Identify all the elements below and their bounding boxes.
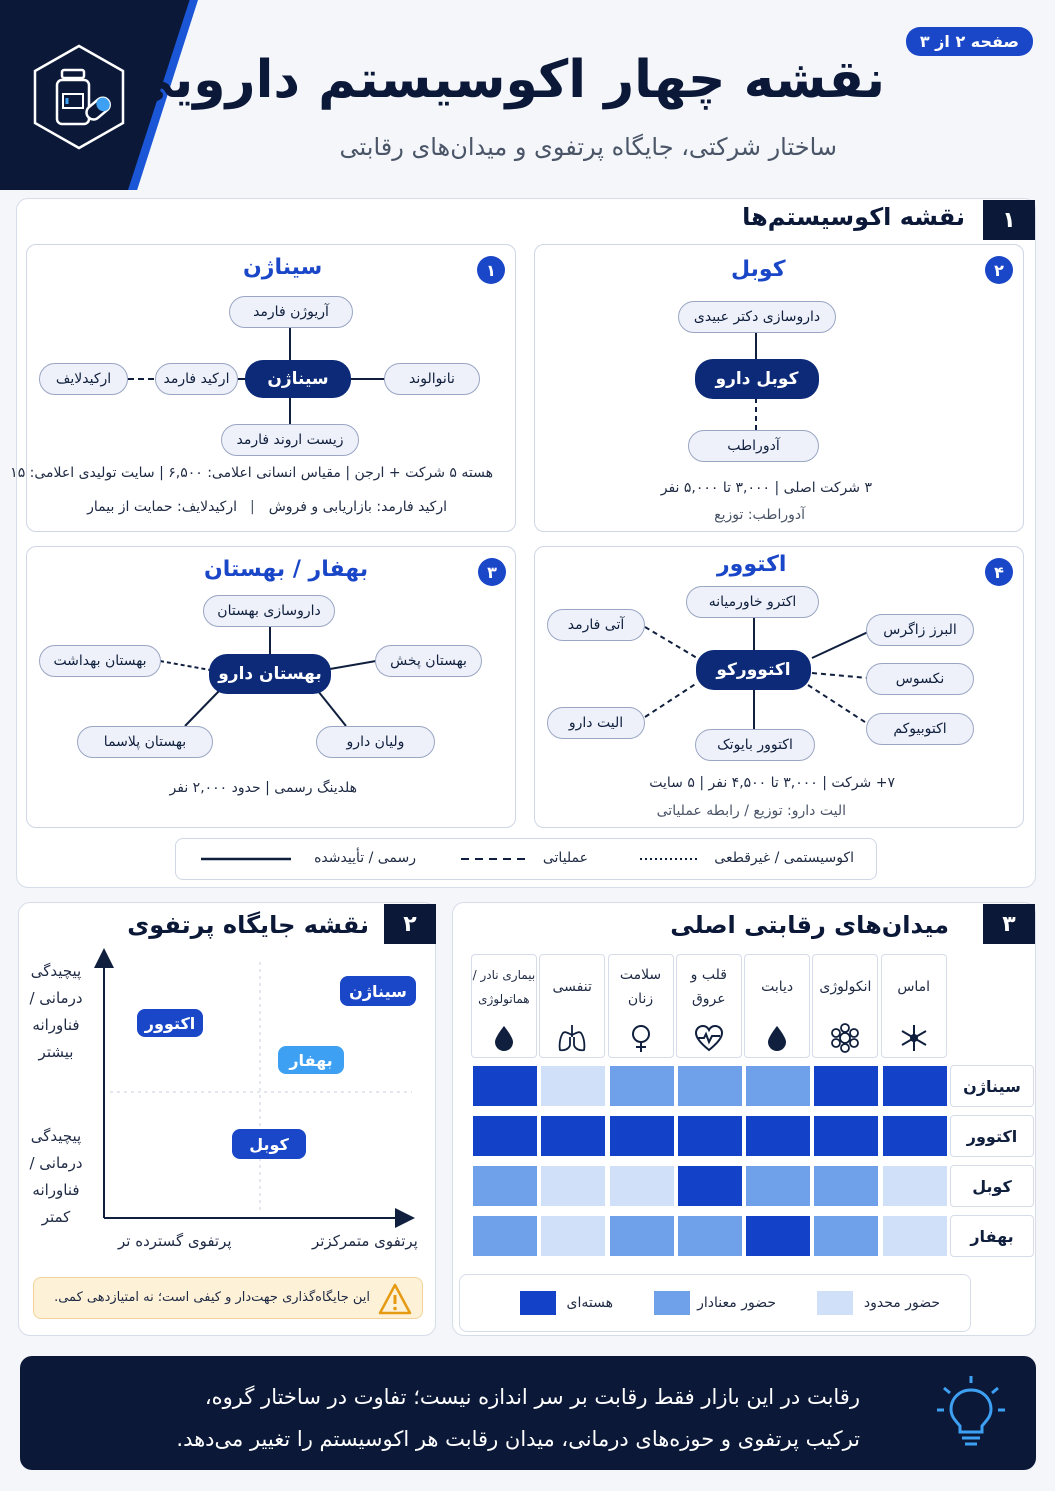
x-axis-left-label: پرتفوی گسترده تر: [118, 1232, 232, 1250]
heatmap-column-label: دیابت: [761, 979, 794, 995]
node-adoratb: آدوراطب: [688, 430, 819, 462]
node-nanoalvand: نانوالوند: [384, 363, 480, 395]
blood-drop-icon: [489, 1023, 519, 1053]
heatmap-cell: [473, 1166, 537, 1206]
cell-icon: [830, 1023, 860, 1053]
legend-ecosystem: اکوسیستمی / غیرقطعی: [714, 850, 854, 866]
legend-core-label: هسته‌ای: [566, 1295, 613, 1311]
section-1-title: نقشه اکوسیستم‌ها: [742, 203, 965, 231]
portfolio-disclaimer: [33, 1277, 423, 1319]
heatmap-cell: [473, 1066, 537, 1106]
heatmap-cell: [473, 1216, 537, 1256]
heatmap-cell: [541, 1216, 605, 1256]
section-2-title: نقشه جایگاه پرتفوی: [127, 911, 369, 939]
sinagen-orchid-life-role: ارکیدلایف: حمایت از بیمار: [87, 499, 237, 515]
node-actro-middle-east: اکترو خاورمیانه: [686, 586, 819, 618]
heatmap-cell: [883, 1066, 947, 1106]
section-3-title: میدان‌های رقابتی اصلی: [670, 911, 949, 939]
heatmap-row-label: کوبل: [950, 1165, 1034, 1207]
y-high-line-1: پیچیدگی: [30, 962, 82, 980]
heatmap-cell: [883, 1166, 947, 1206]
heatmap-cell: [678, 1216, 742, 1256]
heatmap-cell: [610, 1066, 674, 1106]
heatmap-cell: [746, 1116, 810, 1156]
heatmap-column-female: [608, 954, 674, 1058]
heatmap-cell: [814, 1216, 878, 1256]
pf-sinagen: سیناژن: [340, 976, 416, 1006]
heatmap-cell: [746, 1066, 810, 1106]
cobel-adoratb-role: آدوراطب: توزیع: [714, 507, 805, 523]
node-behestan-behdasht: بهستان بهداشت: [39, 645, 161, 677]
heatmap-column-label: انکولوژی: [819, 979, 872, 995]
node-ati-pharmed: آتی فارمد: [547, 609, 645, 641]
heatmap-cell: [610, 1116, 674, 1156]
y-high-line-4: بیشتر: [38, 1043, 74, 1061]
hub-behestan-daru: بهستان دارو: [209, 654, 331, 694]
heatmap-column-heart: [676, 954, 742, 1058]
key-insight-line-1: رقابت در این بازار فقط رقابت بر سر اندازه نیست؛ تفاوت در ساختار گروه،: [204, 1385, 860, 1409]
heatmap-column-label: اماس: [897, 979, 931, 995]
heatmap-cell: [814, 1066, 878, 1106]
actover-card-number: ۴: [985, 558, 1013, 586]
section-3-number: ۳: [983, 904, 1035, 944]
legend-significant-label: حضور معنادار: [697, 1295, 776, 1311]
warning-icon: [378, 1283, 412, 1315]
section-2-number: ۲: [384, 904, 436, 944]
sinagen-summary: هسته ۵ شرکت + ارجن | مقیاس انسانی اعلامی: ۶,۵۰۰ | سایت تولیدی اعلامی: ۱۵: [10, 465, 493, 481]
heatmap-row-label: اکتوور: [950, 1115, 1034, 1157]
heatmap-column-label: بیماری نادر / هماتولوژی: [472, 968, 536, 1006]
legend-operational: عملیاتی: [542, 850, 588, 866]
heatmap-row-label: بهفار: [950, 1215, 1034, 1257]
page-indicator-badge: صفحه ۲ از ۳: [906, 27, 1033, 56]
node-ariogen: آریوژن فارمد: [229, 296, 353, 328]
sinagen-card-title: سیناژن: [243, 255, 323, 280]
node-behestan-plasma: بهستان پلاسما: [77, 726, 213, 758]
heatmap-column-label: سلامت زنان: [619, 967, 662, 1007]
snowflake-icon: [899, 1023, 929, 1053]
heatmap-cell: [814, 1166, 878, 1206]
cobel-card-number: ۲: [985, 256, 1013, 284]
key-insight-banner: [20, 1356, 1036, 1470]
heatmap-cell: [678, 1066, 742, 1106]
heatmap-cell: [678, 1116, 742, 1156]
key-insight-line-2: ترکیب پرتفوی و حوزه‌های درمانی، میدان رقابت هر اکوسیستم را تغییر می‌دهد.: [176, 1427, 860, 1451]
heatmap-column-cell: [812, 954, 878, 1058]
heatmap-column-blood-drop: [471, 954, 537, 1058]
node-valian-daru: ولیان دارو: [316, 726, 435, 758]
node-zist-arvand: زیست اروند فارمد: [221, 424, 359, 456]
heatmap-cell: [883, 1216, 947, 1256]
drop-icon: [762, 1023, 792, 1053]
y-high-line-3: فناورانه: [32, 1016, 80, 1034]
key-insight-text: [176, 1376, 860, 1460]
y-axis-high-label: [24, 958, 88, 1066]
sinagen-card-number: ۱: [477, 256, 505, 284]
behfar-card-title: بهفار / بهستان: [204, 557, 369, 582]
heatmap-cell: [610, 1216, 674, 1256]
pf-cobel: کوبل: [232, 1129, 306, 1159]
female-icon: [626, 1023, 656, 1053]
pf-behfar: بهفار: [278, 1046, 344, 1074]
node-behestan-pakhsh: بهستان پخش: [375, 645, 482, 677]
heatmap-column-label: قلب و عروق: [690, 967, 727, 1007]
node-dr-abidi: داروسازی دکتر عبیدی: [678, 301, 836, 333]
heatmap-cell: [678, 1166, 742, 1206]
heatmap-cell: [883, 1116, 947, 1156]
hub-cobel-daru: کوبل دارو: [695, 359, 819, 399]
separator: |: [250, 499, 255, 515]
heatmap-legend: [459, 1274, 971, 1332]
heatmap-column-snowflake: [881, 954, 947, 1058]
legend-swatch-limited: [817, 1291, 853, 1315]
heatmap-cell: [746, 1166, 810, 1206]
pf-actover: اکتوور: [137, 1009, 203, 1037]
y-low-line-2: درمانی /: [29, 1154, 83, 1172]
heatmap-cell: [473, 1116, 537, 1156]
node-actover-biotech: اکتوور بایوتک: [695, 729, 815, 761]
y-axis-low-label: [24, 1123, 88, 1231]
sinagen-orchid-pharmed-role: ارکید فارمد: بازاریابی و فروش: [268, 499, 447, 515]
node-actobiochem: اکتوبیوکم: [866, 713, 974, 745]
lightbulb-icon: [936, 1374, 1006, 1450]
actover-card-title: اکتوور: [717, 552, 787, 577]
cobel-card-title: کوبل: [731, 257, 786, 282]
cobel-summary: ۳ شرکت اصلی | ۳,۰۰۰ تا ۵,۰۰۰ نفر: [660, 480, 872, 496]
behfar-summary: هلدینگ رسمی | حدود ۲,۰۰۰ نفر: [169, 780, 357, 796]
heatmap-cell: [814, 1116, 878, 1156]
node-alborz-zagros: البرز زاگرس: [866, 614, 974, 646]
heatmap-cell: [541, 1066, 605, 1106]
node-behestan-pharma: داروسازی بهستان: [203, 595, 335, 627]
heart-icon: [694, 1023, 724, 1053]
hub-sinagen: سیناژن: [245, 360, 351, 398]
x-axis-right-label: پرتفوی متمرکزتر: [312, 1232, 418, 1250]
node-nexus: نکسوس: [866, 663, 974, 695]
behfar-card-number: ۳: [478, 558, 506, 586]
hub-actoverco: اکتوورکو: [696, 650, 811, 690]
heatmap-column-label: تنفسی: [552, 979, 592, 995]
heatmap-column-lungs: [539, 954, 605, 1058]
page-title: نقشه چهار اکوسیستم دارویی: [121, 50, 885, 110]
y-low-line-1: پیچیدگی: [30, 1127, 82, 1145]
y-low-line-3: فناورانه: [32, 1181, 80, 1199]
heatmap-cell: [541, 1166, 605, 1206]
legend-limited-label: حضور محدود: [863, 1295, 940, 1311]
heatmap-column-drop: [744, 954, 810, 1058]
portfolio-disclaimer-text: این جایگاه‌گذاری جهت‌دار و کیفی است؛ نه امتیازدهی کمی.: [54, 1290, 370, 1305]
heatmap-cell: [610, 1166, 674, 1206]
heatmap-row-label: سیناژن: [950, 1065, 1034, 1107]
lungs-icon: [557, 1023, 587, 1053]
y-low-line-4: کمتر: [41, 1208, 71, 1226]
actover-elite-role: الیت دارو: توزیع / رابطه عملیاتی: [656, 803, 846, 819]
heatmap-cell: [746, 1216, 810, 1256]
page-subtitle: ساختار شرکتی، جایگاه پرتفوی و میدان‌های رقابتی: [339, 133, 837, 161]
legend-formal: رسمی / تأییدشده: [314, 850, 416, 866]
node-orchid-pharmed: ارکید فارمد: [155, 363, 238, 395]
section-1-number: ۱: [983, 200, 1035, 240]
node-elite-daru: الیت دارو: [547, 707, 645, 739]
node-orchid-life: ارکیدلایف: [39, 363, 128, 395]
legend-swatch-significant: [654, 1291, 690, 1315]
y-high-line-2: درمانی /: [29, 989, 83, 1007]
heatmap-cell: [541, 1116, 605, 1156]
actover-summary: ۷+ شرکت | ۳,۰۰۰ تا ۴,۵۰۰ نفر | ۵ سایت: [649, 775, 895, 791]
legend-swatch-core: [520, 1291, 556, 1315]
